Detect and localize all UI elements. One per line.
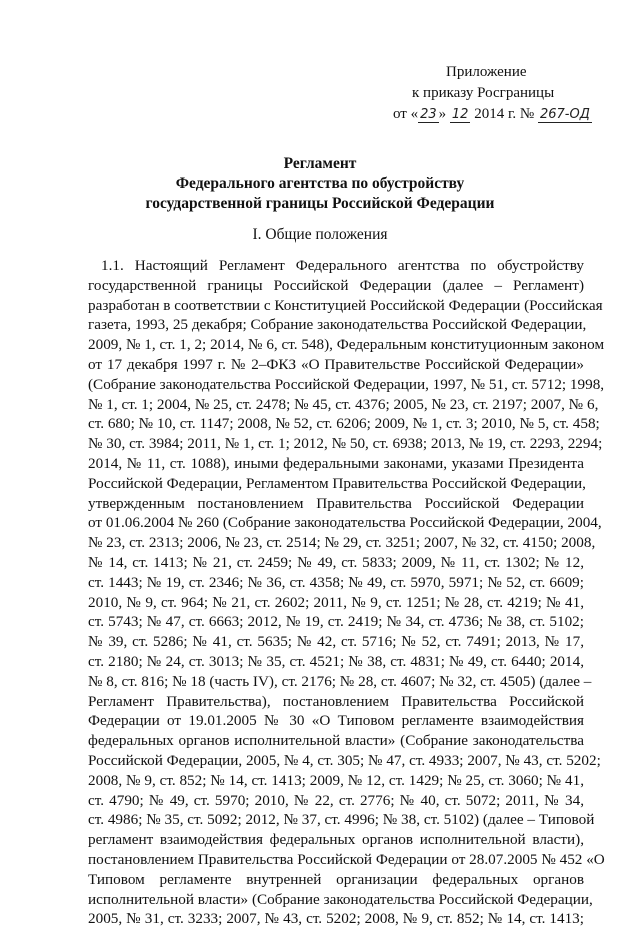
body-line: (Собрание законодательства Российской Федерации, 1997, № 51, ст. 5712; 1998, (88, 375, 605, 393)
body-line: 2008, № 9, ст. 852; № 14, ст. 1413; 2009, № 12, ст. 1429; № 25, ст. 3060; № 41, (88, 771, 584, 789)
body-line: № 8, ст. 816; № 18 (часть IV), ст. 2176; № 28, ст. 4607; № 32, ст. 4505) (далее – (88, 672, 592, 690)
body-text (88, 256, 605, 929)
body-line: ст. 2180; № 24, ст. 3013; № 35, ст. 4521; № 38, ст. 4831; № 49, ст. 6440; 2014, (88, 652, 584, 670)
title-line-3: государственной границы Российской Федерации (145, 195, 495, 212)
body-line: № 1, ст. 1; 2004, № 25, ст. 2478; № 45, ст. 4376; 2005, № 23, ст. 2197; 2007, № 6, (88, 395, 599, 413)
date-prefix: от « (393, 106, 419, 122)
body-line: № 14, ст. 1413; № 21, ст. 2459; № 49, ст. 5833; 2009, № 11, ст. 1302; № 12, (88, 553, 584, 571)
appendix-order-ref: к приказу Росграницы (412, 85, 555, 101)
body-line: государственной границы Российской Федерации (далее – Регламент) (88, 276, 584, 294)
body-line: ст. 1443; № 19, ст. 2346; № 36, ст. 4358; № 49, ст. 5970, 5971; № 52, ст. 6609; (88, 573, 584, 591)
title-line-1: Регламент (283, 155, 357, 172)
title-line-2: Федерального агентства по обустройству (175, 175, 465, 192)
body-line: Российской Федерации, Регламентом Правительства Российской Федерации, (88, 474, 586, 492)
appendix-header (393, 62, 593, 125)
body-line: утвержденным постановлением Правительства Российской Федерации (88, 494, 584, 512)
date-year: 2014 г. № (474, 106, 535, 122)
date-mid: » (438, 106, 447, 122)
body-line: ст. 4986; № 35, ст. 5092; 2012, № 37, ст. 4996; № 38, ст. 5102) (далее – Типовой (88, 811, 595, 829)
body-line: ст. 5743; № 47, ст. 6663; 2012, № 19, ст. 2419; № 34, ст. 4736; № 38, ст. 5102; (88, 613, 584, 631)
body-line: федеральных органов исполнительной власти» (Собрание законодательства (88, 732, 584, 750)
body-line: № 30, ст. 3984; 2011, № 1, ст. 1; 2012, № 50, ст. 6938; 2013, № 19, ст. 2293, 2294; (88, 435, 603, 453)
body-line: № 23, ст. 2313; 2006, № 23, ст. 2514; № 29, ст. 3251; 2007, № 32, ст. 4150; 2008, (88, 534, 596, 552)
body-line: от 17 декабря 1997 г. № 2–ФКЗ «О Правительстве Российской Федерации» (88, 355, 584, 373)
body-line: регламент взаимодействия федеральных органов исполнительной власти), (88, 831, 584, 849)
appendix-label: Приложение (446, 64, 527, 80)
body-line: 2010, № 9, ст. 964; № 21, ст. 2602; 2011, № 9, ст. 1251; № 28, ст. 4219; № 41, (88, 593, 584, 611)
body-line: 1.1. Настоящий Регламент Федерального агентства по обустройству (101, 257, 584, 274)
handwritten-day: 23 (420, 107, 437, 122)
body-line: от 01.06.2004 № 260 (Собрание законодательства Российской Федерации, 2004, (88, 514, 602, 532)
body-line: Федерации от 19.01.2005 № 30 «О Типовом регламенте взаимодействия (88, 712, 584, 730)
body-line: Регламент Правительства), постановлением Правительства Российской (88, 692, 584, 710)
section-heading: I. Общие положения (252, 226, 388, 243)
handwritten-order-number: 267-ОД (539, 107, 590, 122)
body-line: ст. 680; № 10, ст. 1147; 2008, № 52, ст. 6206; 2009, № 1, ст. 3; 2010, № 5, ст. 458; (88, 415, 600, 433)
appendix-date-line (393, 104, 593, 125)
body-line: 2009, № 1, ст. 1, 2; 2014, № 6, ст. 548), Федеральным конституционным законом (88, 336, 605, 354)
body-line: разработан в соответствии с Конституцией Российской Федерации (Российская (88, 296, 603, 314)
body-line: 2005, № 31, ст. 3233; 2007, № 43, ст. 5202; 2008, № 9, ст. 852; № 14, ст. 1413; (88, 910, 584, 928)
body-line: 2014, № 11, ст. 1088), иными федеральными законами, указами Президента (88, 454, 584, 472)
body-line: ст. 4790; № 49, ст. 5970; 2010, № 22, ст. 2776; № 40, ст. 5072; 2011, № 34, (88, 791, 584, 809)
body-line: газета, 1993, 25 декабря; Собрание законодательства Российской Федерации, (88, 316, 587, 334)
document-title (0, 154, 640, 214)
body-line: Российской Федерации, 2005, № 4, ст. 305; № 47, ст. 4933; 2007, № 43, ст. 5202; (88, 751, 601, 769)
body-line: Типовом регламенте внутренней организации федеральных органов (88, 870, 584, 888)
body-line: постановлением Правительства Российской Федерации от 28.07.2005 № 452 «О (88, 850, 605, 868)
handwritten-month: 12 (451, 107, 469, 122)
body-line: исполнительной власти» (Собрание законодательства Российской Федерации, (88, 890, 593, 908)
body-line: № 39, ст. 5286; № 41, ст. 5635; № 42, ст. 5716; № 52, ст. 7491; 2013, № 17, (88, 633, 584, 651)
